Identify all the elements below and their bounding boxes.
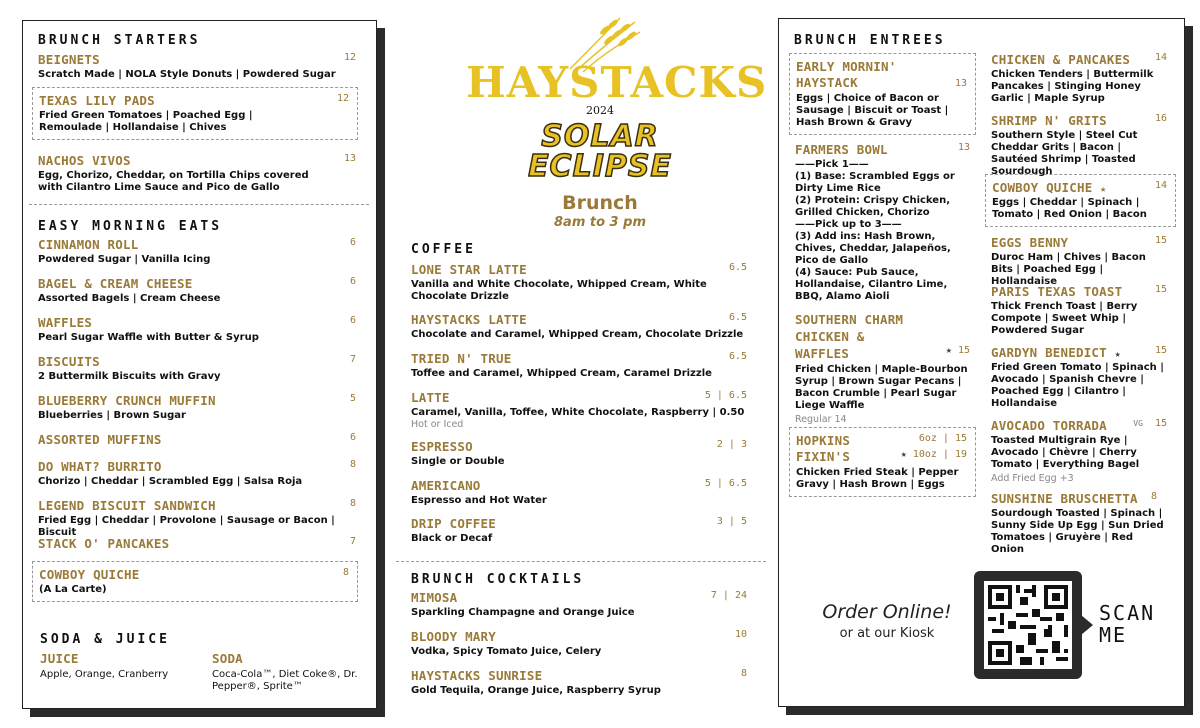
scan-text: SCAN: [1099, 601, 1156, 625]
menu-item: [38, 393, 356, 422]
item-name: LONE STAR LATTE: [411, 262, 527, 277]
qr-code-frame[interactable]: [974, 571, 1082, 679]
item-price: 5: [349, 393, 356, 404]
item-note: Regular 14: [795, 414, 847, 425]
item-price: 6: [349, 315, 356, 326]
menu-item: [411, 516, 747, 545]
item-name: BISCUITS: [38, 354, 100, 369]
menu-item: [411, 590, 747, 619]
brunch-hours: 8am to 3 pm: [554, 215, 646, 230]
item-desc: Vodka, Spicy Tomato Juice, Celery: [411, 646, 602, 657]
menu-item: [411, 390, 747, 430]
menu-item: [38, 315, 356, 344]
item-desc: Eggs | Choice of Bacon or Sausage | Biscuit or Toast | Hash Brown & Gravy: [796, 93, 949, 128]
menu-item: [991, 418, 1167, 484]
item-desc: Blueberries | Brown Sugar: [38, 410, 186, 421]
item-price: 8: [349, 498, 356, 509]
brand-logo: HAYSTACKS: [466, 58, 768, 107]
item-price: 7 | 24: [710, 590, 747, 601]
item-price: 14: [1154, 180, 1167, 191]
item-name: SOUTHERN CHARM CHICKEN & WAFFLES: [795, 312, 904, 361]
section-title-starters: BRUNCH STARTERS: [38, 33, 201, 48]
menu-item: [991, 235, 1167, 288]
item-price: 13: [957, 142, 970, 153]
item-desc: Toffee and Caramel, Whipped Cream, Caramel Drizzle: [411, 368, 712, 379]
item-note: Add Fried Egg +3: [991, 473, 1074, 484]
item-desc: Chicken Fried Steak | Pepper Gravy | Hash Brown | Eggs: [796, 467, 959, 490]
menu-item: [991, 284, 1167, 337]
item-name: BAGEL & CREAM CHEESE: [38, 276, 193, 291]
item-price: 15: [1154, 284, 1167, 295]
menu-item-featured: [985, 174, 1176, 227]
brand-year: 2024: [586, 104, 614, 117]
item-price: 15: [957, 345, 970, 356]
item-name: WAFFLES: [38, 315, 93, 330]
item-name: TEXAS LILY PADS: [39, 93, 155, 108]
item-price: 15: [1154, 235, 1167, 246]
item-price: 15: [1154, 418, 1167, 429]
item-desc: Pearl Sugar Waffle with Butter & Syrup: [38, 332, 259, 343]
item-name: HOPKINS FIXIN'S: [796, 433, 851, 464]
item-name: EARLY MORNIN' HAYSTACK: [796, 59, 897, 90]
menu-item-featured: [32, 561, 358, 602]
star-icon: ★: [1114, 349, 1121, 360]
item-desc: Espresso and Hot Water: [411, 495, 547, 506]
menu-item: [411, 312, 747, 341]
item-desc: Egg, Chorizo, Cheddar, on Tortilla Chips covered with Cilantro Lime Sauce and Pico de Gallo: [38, 170, 309, 193]
item-name: DRIP COFFEE: [411, 516, 496, 531]
item-price: 5 | 6.5: [704, 390, 747, 401]
item-name: BEIGNETS: [38, 52, 100, 67]
menu-item: [411, 262, 747, 303]
item-desc: Chorizo | Cheddar | Scrambled Egg | Salsa Roja: [38, 476, 303, 487]
menu-item-featured: [32, 87, 358, 140]
item-desc: Chicken Tenders | Buttermilk Pancakes | Stinging Honey Garlic | Maple Syrup: [991, 69, 1154, 104]
star-icon: ★: [900, 449, 907, 460]
item-price: 12: [343, 52, 356, 63]
section-title-entrees: BRUNCH ENTREES: [794, 33, 946, 48]
item-desc: (A La Carte): [39, 584, 107, 595]
menu-item: [411, 668, 747, 697]
menu-item: [38, 153, 356, 194]
juice-desc: Apple, Orange, Cranberry: [40, 669, 169, 680]
item-name: DO WHAT? BURRITO: [38, 459, 162, 474]
item-price: 6: [349, 276, 356, 287]
item-desc: Chocolate and Caramel, Whipped Cream, Chocolate Drizzle: [411, 329, 744, 340]
item-name: SHRIMP N' GRITS: [991, 113, 1107, 128]
item-name: HAYSTACKS SUNRISE: [411, 668, 543, 683]
menu-item: [38, 276, 356, 305]
item-name: ASSORTED MUFFINS: [38, 432, 162, 447]
item-price: 6.5: [728, 312, 747, 323]
item-desc: ——Pick 1—— (1) Base: Scrambled Eggs or Dirty Lime Rice (2) Protein: Crispy Chicken, Grilled Chicken, Chorizo ——Pick up to 3—— (3) Add ins: Hash Brown, Chives, Cheddar, Jalapeños, Pico de Gallo (4) Sauce: Pub Sauce, Hollandaise, Cilantro Lime, BBQ, Alamo Aioli: [795, 159, 955, 302]
menu-item: [795, 142, 970, 303]
item-name: CHICKEN & PANCAKES: [991, 52, 1131, 67]
item-desc: Fried Green Tomatoes | Poached Egg | Remoulade | Hollandaise | Chives: [39, 110, 253, 133]
item-price: 6.5: [728, 262, 747, 273]
item-desc: Assorted Bagels | Cream Cheese: [38, 293, 221, 304]
item-price: 8: [349, 459, 356, 470]
star-icon: ★: [1100, 184, 1107, 195]
item-desc: Fried Egg | Cheddar | Provolone | Sausage or Bacon | Biscuit: [38, 515, 335, 538]
menu-item: [38, 432, 356, 447]
menu-item-featured: [789, 53, 976, 135]
pointer-arrow-icon: [1081, 615, 1095, 635]
menu-item: [411, 351, 747, 380]
me-text: ME: [1099, 623, 1128, 647]
item-name: LEGEND BISCUIT SANDWICH: [38, 498, 216, 513]
section-title-soda-juice: SODA & JUICE: [40, 632, 170, 647]
item-price: 7: [349, 536, 356, 547]
vegetarian-tag: VG: [1133, 419, 1143, 428]
soda-label: SODA: [212, 651, 243, 666]
item-price: 8: [1150, 491, 1157, 502]
section-title-easy-morning-eats: EASY MORNING EATS: [38, 219, 223, 234]
item-price: 8: [342, 567, 349, 578]
item-name: TRIED N' TRUE: [411, 351, 512, 366]
menu-item: [38, 52, 356, 81]
event-title: SOLAR ECLIPSE: [528, 119, 672, 184]
item-desc: Vanilla and White Chocolate, Whipped Cream, White Chocolate Drizzle: [411, 279, 707, 302]
section-divider: [29, 204, 369, 205]
item-name: STACK O' PANCAKES: [38, 536, 170, 551]
item-price: 7: [349, 354, 356, 365]
item-name: LATTE: [411, 390, 450, 405]
order-kiosk-text: or at our Kiosk: [839, 626, 935, 641]
starters-panel: [22, 20, 377, 709]
item-name: CINNAMON ROLL: [38, 237, 139, 252]
item-price: 8: [740, 668, 747, 679]
item-desc: Black or Decaf: [411, 533, 493, 544]
menu-item: [38, 459, 356, 488]
star-icon: ★: [945, 345, 952, 356]
item-price: 12: [336, 93, 349, 104]
item-name: EGGS BENNY: [991, 235, 1069, 250]
menu-item: [991, 345, 1167, 410]
menu-item: [38, 354, 356, 383]
item-desc: Fried Chicken | Maple-Bourbon Syrup | Brown Sugar Pecans | Bacon Crumble | Pearl Sugar Liege Waffle: [795, 364, 968, 411]
item-price-6oz: 6oz | 15: [918, 433, 967, 444]
item-name: PARIS TEXAS TOAST: [991, 284, 1123, 299]
juice-label: JUICE: [40, 651, 79, 666]
item-price: 15: [1154, 345, 1167, 356]
item-desc: Single or Double: [411, 456, 505, 467]
item-name: HAYSTACKS LATTE: [411, 312, 527, 327]
menu-item: [38, 498, 356, 539]
item-price: 16: [1154, 113, 1167, 124]
item-desc: Fried Green Tomato | Spinach | Avocado | Spanish Chevre | Poached Egg | Cilantro | Hollandaise: [991, 362, 1164, 409]
menu-item: [991, 491, 1167, 556]
item-name: COWBOY QUICHE: [39, 567, 140, 582]
menu-item: [411, 478, 747, 507]
item-price: 6.5: [728, 351, 747, 362]
entrees-panel: [778, 18, 1185, 707]
menu-item-featured: [789, 427, 976, 497]
item-price: 6: [349, 432, 356, 443]
item-desc: Sourdough Toasted | Spinach | Sunny Side Up Egg | Sun Dried Tomatoes | Gruyère | Red Onion: [991, 508, 1164, 555]
menu-item: [411, 629, 747, 658]
item-name: MIMOSA: [411, 590, 458, 605]
item-price: 2 | 3: [716, 439, 747, 450]
item-price: 14: [1154, 52, 1167, 63]
item-note: Hot or Iced: [411, 419, 464, 430]
item-desc: Duroc Ham | Chives | Bacon Bits | Poached Egg | Hollandaise: [991, 252, 1146, 287]
item-name: BLUEBERRY CRUNCH MUFFIN: [38, 393, 216, 408]
item-desc: Southern Style | Steel Cut Cheddar Grits | Bacon | Sautéed Shrimp | Toasted Sourdough: [991, 130, 1138, 177]
item-desc: Sparkling Champagne and Orange Juice: [411, 607, 635, 618]
item-desc: Toasted Multigrain Rye | Avocado | Chèvre | Cherry Tomato | Everything Bagel: [991, 435, 1140, 470]
item-desc: Scratch Made | NOLA Style Donuts | Powdered Sugar: [38, 69, 336, 80]
item-name: BLOODY MARY: [411, 629, 496, 644]
item-name: FARMERS BOWL: [795, 142, 888, 157]
item-desc: Eggs | Cheddar | Spinach | Tomato | Red Onion | Bacon: [992, 197, 1147, 220]
soda-desc: Coca-Cola™, Diet Coke®, Dr. Pepper®, Sprite™: [212, 669, 358, 692]
item-price: 10: [734, 629, 747, 640]
menu-item: [991, 113, 1167, 178]
item-desc: Caramel, Vanilla, Toffee, White Chocolate, Raspberry | 0.50: [411, 407, 745, 418]
menu-item: [991, 52, 1167, 105]
section-title-coffee: COFFEE: [411, 242, 476, 257]
item-name: AVOCADO TORRADA: [991, 418, 1107, 433]
item-desc: Powdered Sugar | Vanilla Icing: [38, 254, 211, 265]
order-online-text: Order Online!: [822, 601, 952, 623]
item-name: GARDYN BENEDICT: [991, 345, 1107, 360]
item-desc: Gold Tequila, Orange Juice, Raspberry Syrup: [411, 685, 661, 696]
menu-item: [38, 237, 356, 266]
item-desc: Thick French Toast | Berry Compote | Sweet Whip | Powdered Sugar: [991, 301, 1138, 336]
item-name: SUNSHINE BRUSCHETTA: [991, 491, 1138, 506]
item-name: NACHOS VIVOS: [38, 153, 131, 168]
qr-code-icon[interactable]: [984, 581, 1072, 669]
section-title-cocktails: BRUNCH COCKTAILS: [411, 572, 585, 587]
menu-item: [411, 439, 747, 468]
item-name: ESPRESSO: [411, 439, 473, 454]
item-price: 13: [954, 78, 967, 89]
item-price: 3 | 5: [716, 516, 747, 527]
item-price: 13: [343, 153, 356, 164]
menu-item: [38, 536, 356, 551]
menu-item: [795, 311, 970, 425]
item-price: 5 | 6.5: [704, 478, 747, 489]
scan-me-label: [1099, 602, 1155, 646]
section-divider: [396, 561, 766, 562]
item-name: COWBOY QUICHE: [992, 180, 1093, 195]
item-price-10oz: 10oz | 19: [912, 449, 967, 460]
item-name: AMERICANO: [411, 478, 481, 493]
item-price: 6: [349, 237, 356, 248]
item-desc: 2 Buttermilk Biscuits with Gravy: [38, 371, 221, 382]
brunch-heading: Brunch: [562, 192, 638, 214]
